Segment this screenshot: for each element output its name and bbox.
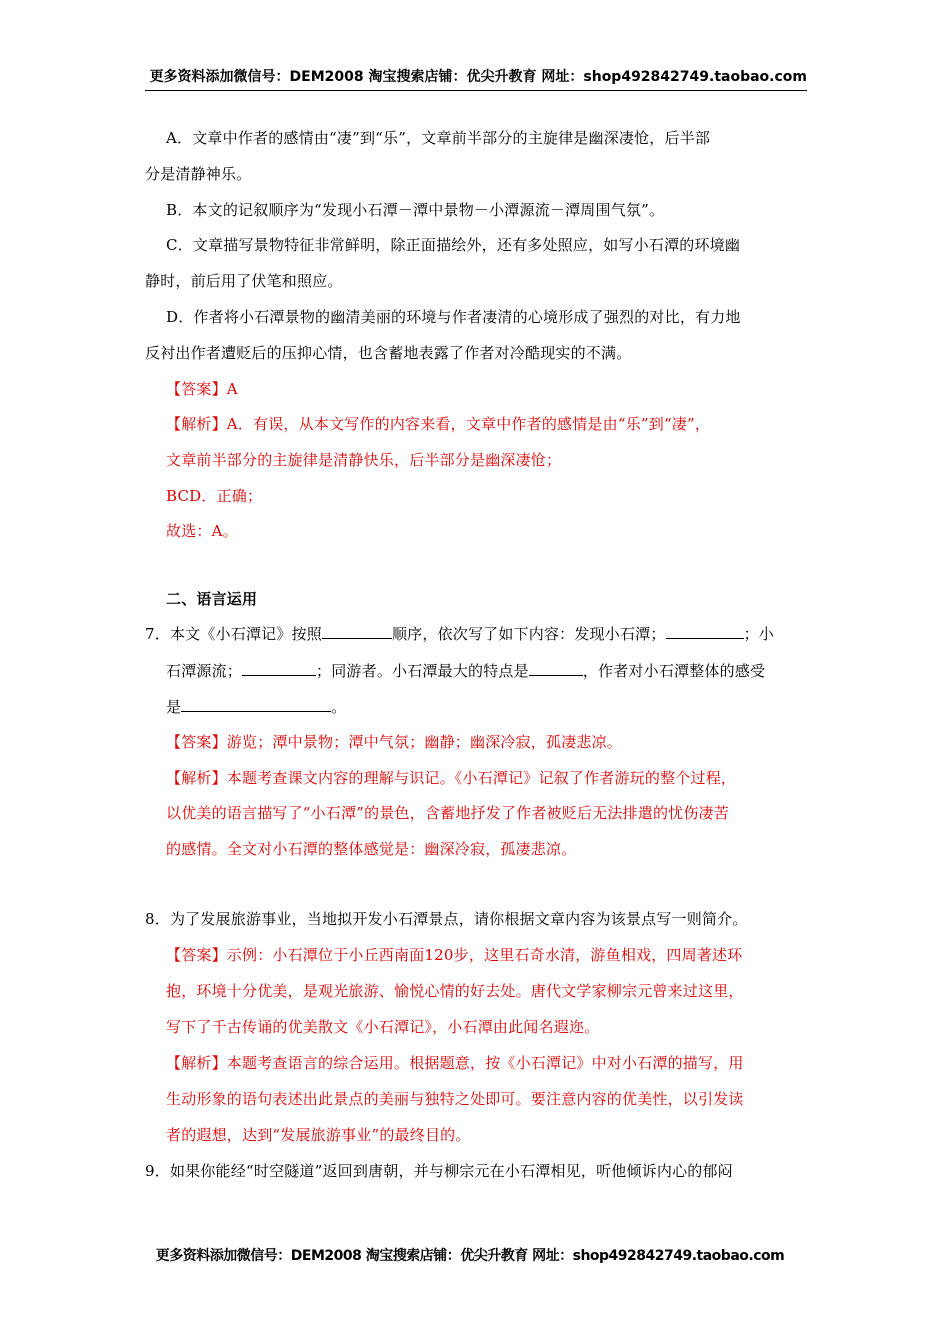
q6-analysis-line4: 故选：A。 xyxy=(166,522,238,540)
q7-blank-1 xyxy=(322,622,392,639)
q8-analysis-line2: 生动形象的语句表述出此景点的美丽与独特之处即可。要注意内容的优美性，以引发读 xyxy=(166,1090,744,1108)
q7-answer: 【答案】游览；潭中景物；潭中气氛；幽静；幽深冷寂，孤凄悲凉。 xyxy=(166,733,623,751)
q8-question: 8．为了发展旅游事业，当地拟开发小石潭景点，请你根据文章内容为该景点写一则简介。 xyxy=(145,910,748,928)
q6-analysis-line1: 【解析】A．有误，从本文写作的内容来看，文章中作者的感情是由“乐”到“凄”， xyxy=(166,415,711,433)
q7-blank-2 xyxy=(666,622,744,639)
option-c-line2: 静时，前后用了伏笔和照应。 xyxy=(145,272,343,290)
q6-answer: 【答案】A xyxy=(166,380,238,398)
q8-answer-line1: 【答案】示例：小石潭位于小丘西南面120步，这里石奇水清，游鱼相戏，四周著述环 xyxy=(166,946,743,964)
q7-analysis-line3: 的感情。全文对小石潭的整体感觉是：幽深冷寂，孤凄悲凉。 xyxy=(166,840,577,858)
q7-text-2c: ，作者对小石潭整体的感受 xyxy=(582,662,766,680)
page-header: 更多资料添加微信号：DEM2008 淘宝搜索店铺：优尖升教育 网址：shop492842749.taobao.com xyxy=(145,66,807,91)
q7-analysis-line1: 【解析】本题考查课文内容的理解与识记。《小石潭记》记叙了作者游玩的整个过程， xyxy=(166,769,737,787)
q7-text-2b: ；同游者。小石潭最大的特点是 xyxy=(316,662,529,680)
q9-question-line1: 9．如果你能经“时空隧道”返回到唐朝，并与柳宗元在小石潭相见，听他倾诉内心的郁闷 xyxy=(145,1162,733,1180)
option-d-line1: D．作者将小石潭景物的幽清美丽的环境与作者凄清的心境形成了强烈的对比，有力地 xyxy=(166,308,741,326)
q8-analysis-line1: 【解析】本题考查语言的综合运用。根据题意，按《小石潭记》中对小石潭的描写，用 xyxy=(166,1054,744,1072)
option-b: B．本文的记叙顺序为“发现小石潭－潭中景物－小潭源流－潭周围气氛”。 xyxy=(166,201,665,219)
option-c-line1: C．文章描写景物特征非常鲜明，除正面描绘外，还有多处照应，如写小石潭的环境幽 xyxy=(166,236,741,254)
q8-answer-line3: 写下了千古传诵的优美散文《小石潭记》，小石潭由此闻名遐迩。 xyxy=(166,1018,600,1036)
option-d-line2: 反衬出作者遭贬后的压抑心情，也含蓄地表露了作者对冷酷现实的不满。 xyxy=(145,344,632,362)
q7-text-3b: 。 xyxy=(331,698,347,716)
option-a-line2: 分是清静神乐。 xyxy=(145,165,252,183)
page-footer: 更多资料添加微信号：DEM2008 淘宝搜索店铺：优尖升教育 网址：shop492842749.taobao.com xyxy=(155,1248,785,1264)
option-a-line1: A．文章中作者的感情由“凄”到“乐”，文章前半部分的主旋律是幽深凄怆，后半部 xyxy=(166,129,711,147)
q7-line2 xyxy=(166,659,765,682)
q6-analysis-line2: 文章前半部分的主旋律是清静快乐，后半部分是幽深凄怆； xyxy=(166,451,562,469)
q7-text-2a: 石潭源流； xyxy=(166,662,243,680)
section-title: 二、语言运用 xyxy=(166,590,258,608)
q7-line1 xyxy=(145,622,774,645)
q8-analysis-line3: 者的遐想，达到“发展旅游事业”的最终目的。 xyxy=(166,1126,471,1144)
q7-line3 xyxy=(166,695,346,718)
q7-text-1a: 7．本文《小石潭记》按照 xyxy=(145,625,322,643)
q7-analysis-line2: 以优美的语言描写了“小石潭”的景色，含蓄地抒发了作者被贬后无法排遣的忧伤凄苦 xyxy=(166,804,729,822)
q7-text-1b: 顺序，依次写了如下内容：发现小石潭； xyxy=(391,625,666,643)
q7-blank-5 xyxy=(181,695,331,712)
q7-blank-4 xyxy=(529,659,583,676)
q6-analysis-line3: BCD．正确； xyxy=(166,487,263,505)
q7-blank-3 xyxy=(242,659,316,676)
q8-answer-line2: 抱，环境十分优美，是观光旅游、愉悦心情的好去处。唐代文学家柳宗元曾来过这里， xyxy=(166,982,744,1000)
q7-text-3a: 是 xyxy=(166,698,182,716)
q7-text-1c: ；小 xyxy=(743,625,774,643)
